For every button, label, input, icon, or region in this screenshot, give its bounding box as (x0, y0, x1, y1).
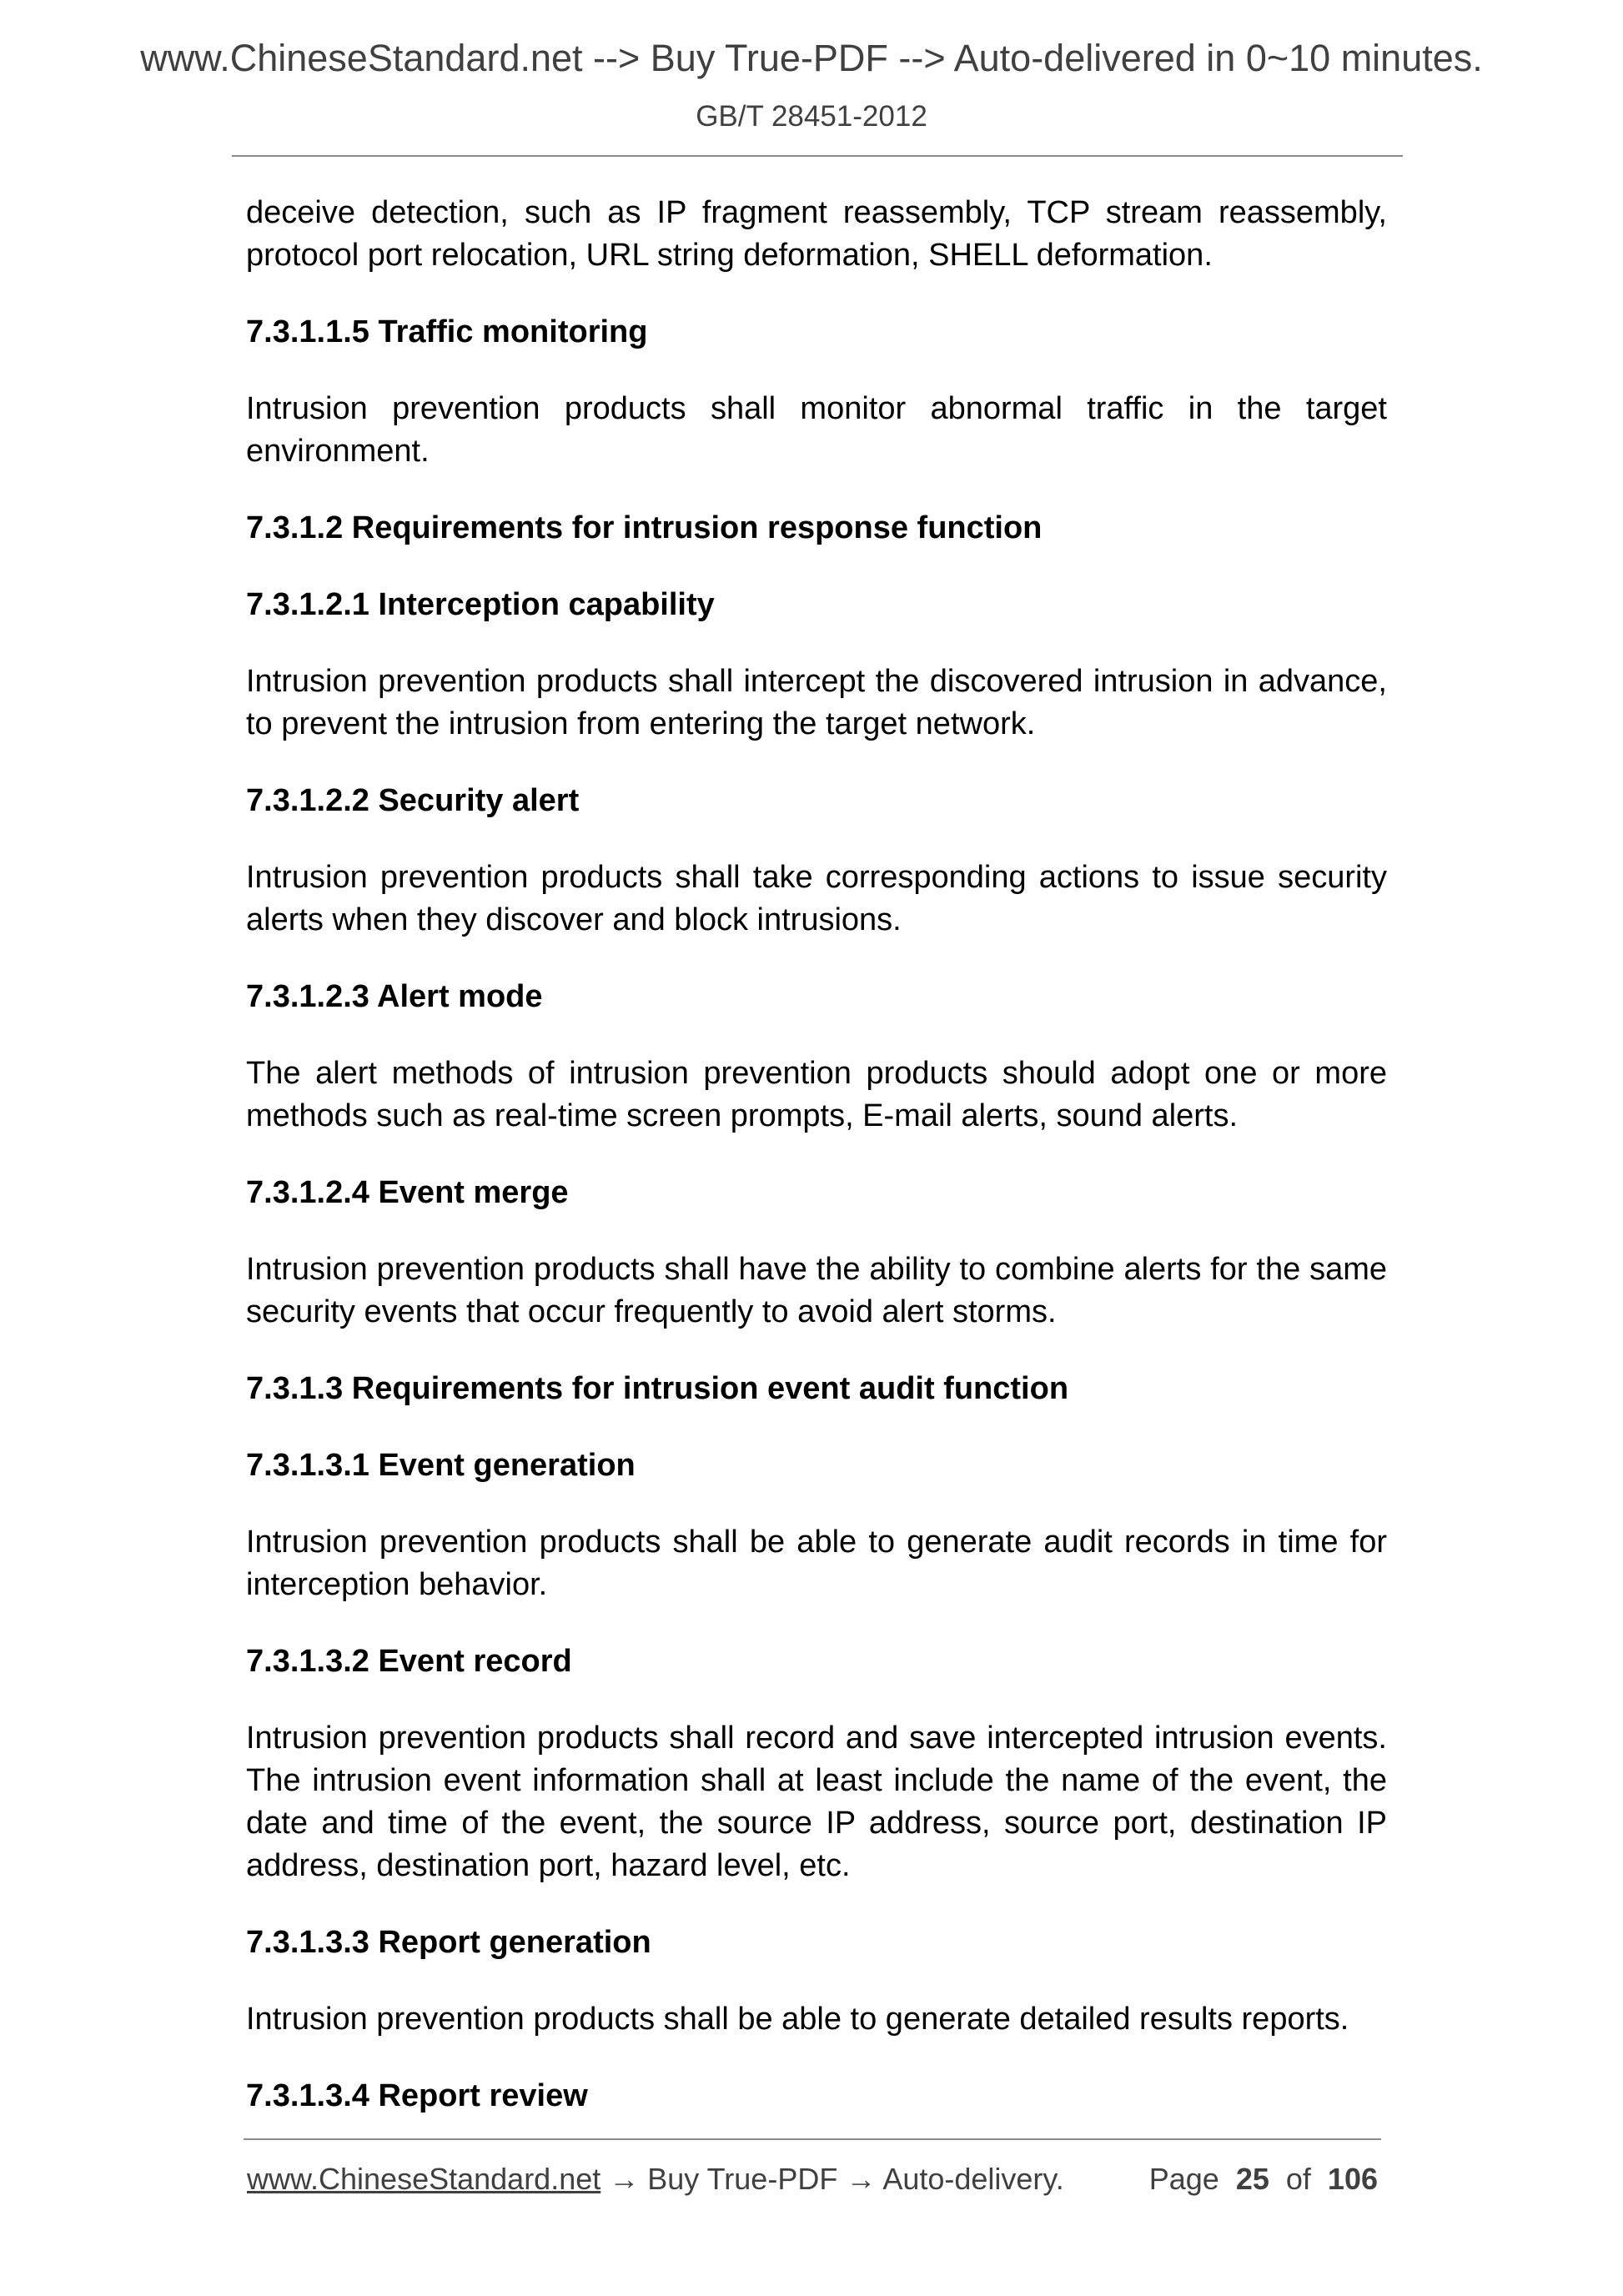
paragraph: Intrusion prevention products shall record and save intercepted intrusion events. The intrusion event information shall at least include the name of the event, the date and time of the event, the source IP address, source port, destination IP address, destination port, hazard level, etc. (246, 1721, 1387, 1883)
section-heading: 7.3.1.2.4 Event merge (246, 1175, 569, 1210)
page-current: 25 (1235, 2162, 1269, 2196)
paragraph: Intrusion prevention products shall be able to generate audit records in time for interception behavior. (246, 1525, 1387, 1602)
standard-code: GB/T 28451-2012 (696, 100, 927, 133)
paragraph: Intrusion prevention products shall intercept the discovered intrusion in advance, to prevent the intrusion from entering the target network. (246, 664, 1387, 741)
footer-promo (247, 2162, 1064, 2197)
top-banner: www.ChineseStandard.net --> Buy True-PDF --> Auto-delivered in 0~10 minutes. (140, 37, 1483, 79)
paragraph: deceive detection, such as IP fragment reassembly, TCP stream reassembly, protocol port relocation, URL string deformation, SHELL deformation. (246, 195, 1387, 273)
section-heading: 7.3.1.3 Requirements for intrusion event audit function (246, 1371, 1069, 1406)
paragraph: Intrusion prevention products shall take corresponding actions to issue security alerts when they discover and block intrusions. (246, 860, 1387, 937)
footer-divider (244, 2138, 1381, 2140)
footer (247, 2162, 1378, 2197)
page-label: Page (1148, 2162, 1219, 2196)
paragraph: Intrusion prevention products shall monitor abnormal traffic in the target environment. (246, 391, 1387, 469)
section-heading: 7.3.1.3.2 Event record (246, 1644, 572, 1679)
section-heading: 7.3.1.2 Requirements for intrusion response function (246, 510, 1043, 545)
section-heading: 7.3.1.2.3 Alert mode (246, 979, 543, 1014)
section-heading: 7.3.1.2.2 Security alert (246, 783, 580, 818)
section-heading: 7.3.1.3.4 Report review (246, 2078, 588, 2113)
page-indicator (1149, 2162, 1378, 2197)
section-heading: 7.3.1.3.3 Report generation (246, 1925, 651, 1960)
footer-tail: → Buy True-PDF → Auto-delivery. (600, 2162, 1064, 2196)
paragraph: The alert methods of intrusion prevention products should adopt one or more methods such as real-time screen prompts, E-mail alerts, sound alerts. (246, 1056, 1387, 1133)
page-total: 106 (1327, 2162, 1378, 2196)
paragraph: Intrusion prevention products shall have the ability to combine alerts for the same security events that occur frequently to avoid alert storms. (246, 1252, 1387, 1329)
header-divider (232, 155, 1403, 157)
section-heading: 7.3.1.3.1 Event generation (246, 1448, 636, 1483)
of-label: of (1285, 2162, 1311, 2196)
section-heading: 7.3.1.1.5 Traffic monitoring (246, 314, 648, 349)
section-heading: 7.3.1.2.1 Interception capability (246, 587, 715, 622)
document-body (246, 192, 1387, 2152)
paragraph: Intrusion prevention products shall be able to generate detailed results reports. (246, 2002, 1349, 2037)
footer-link[interactable]: www.ChineseStandard.net (247, 2162, 601, 2196)
